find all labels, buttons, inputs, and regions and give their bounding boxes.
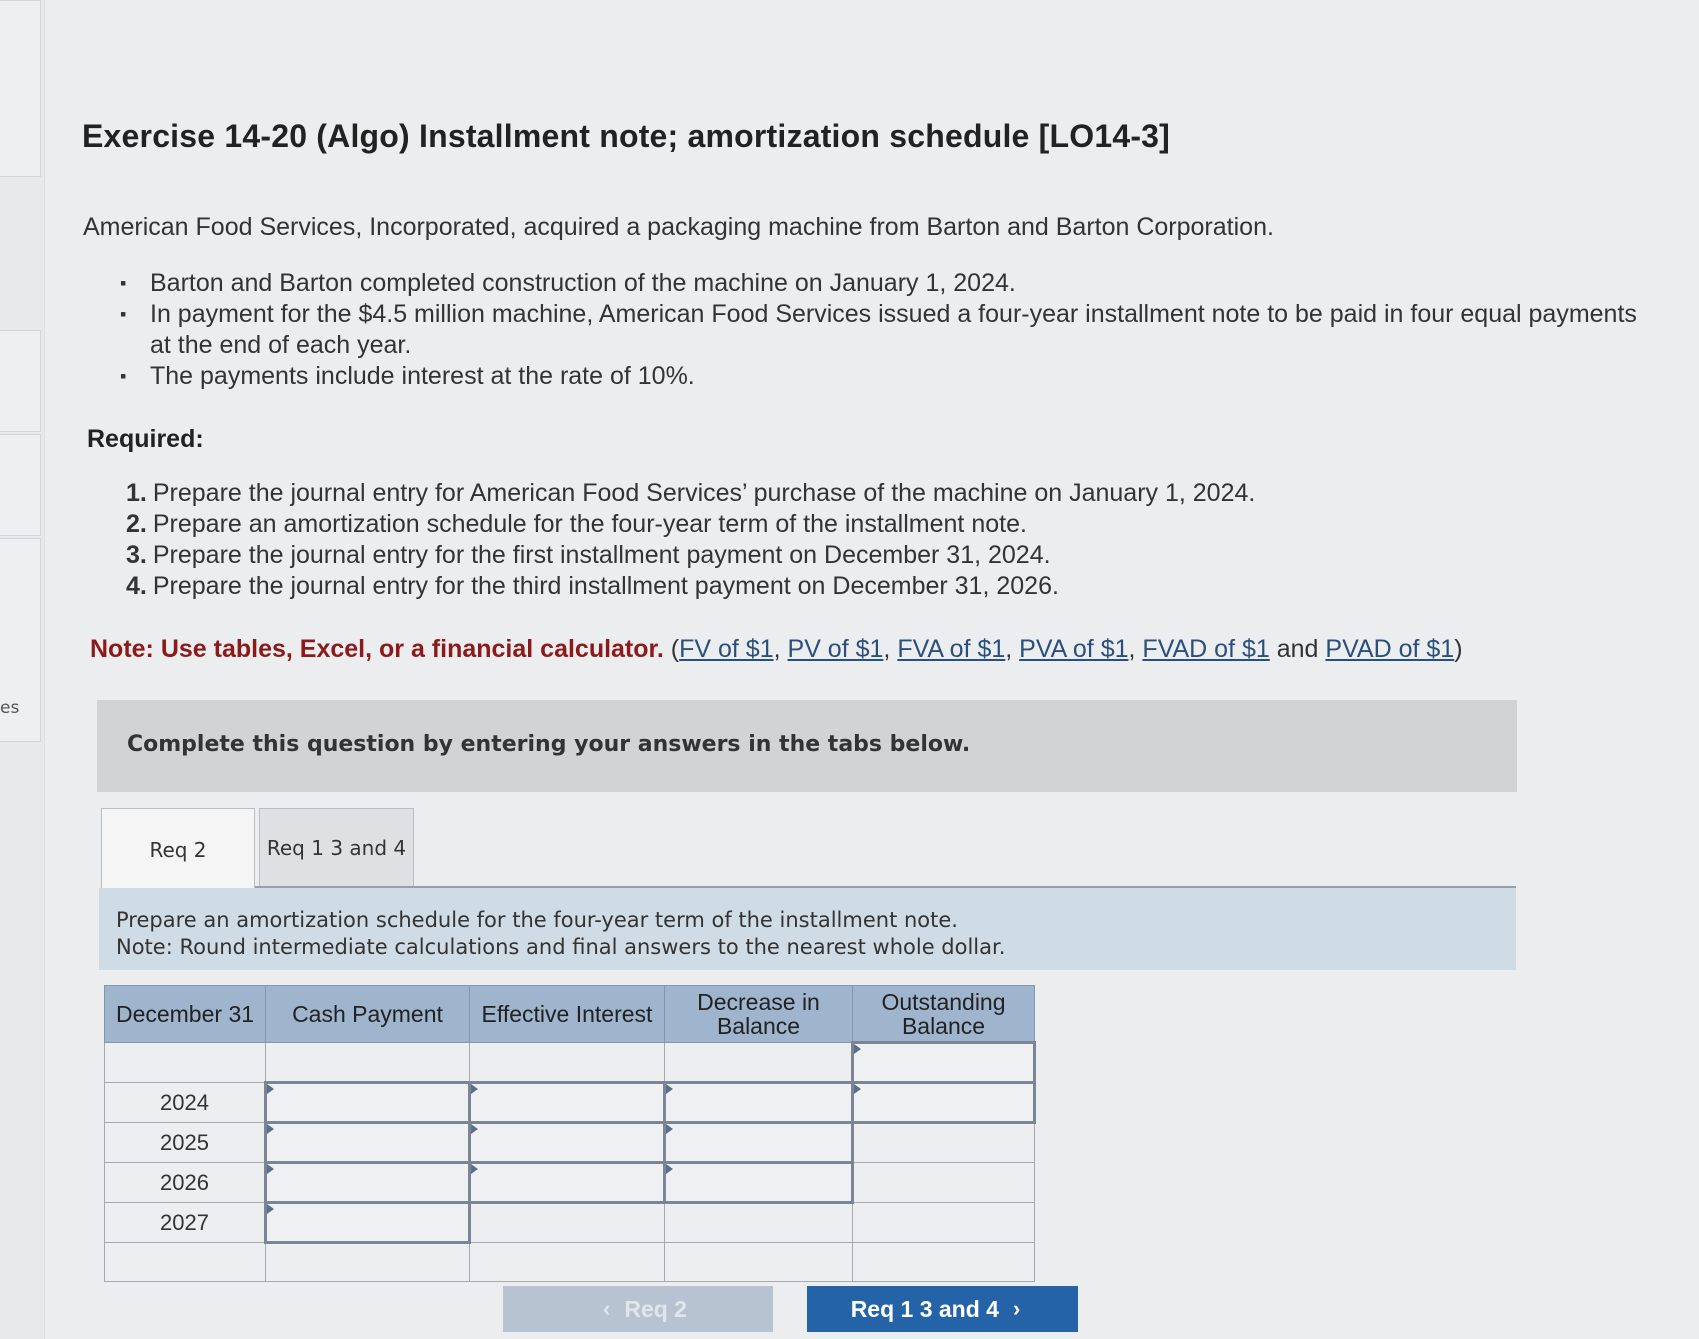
fact-item: ▪ In payment for the $4.5 million machine, American Food Services issued a four-year installment note to be paid in four equal payments at the end of each year. bbox=[118, 299, 1638, 361]
tab-label: Req 2 bbox=[149, 837, 207, 862]
link-fva-table[interactable]: FVA of $1 bbox=[897, 635, 1006, 663]
table-header-row bbox=[105, 986, 1035, 1043]
instruction-text: Complete this question by entering your answers in the tabs below. bbox=[127, 732, 971, 757]
link-pvad-table[interactable]: PVAD of $1 bbox=[1325, 635, 1455, 663]
amortization-table bbox=[104, 985, 1036, 1282]
table-cell bbox=[665, 1203, 853, 1243]
sidebar-panel-top bbox=[0, 0, 41, 177]
facts-list bbox=[118, 268, 1638, 392]
col-header-decrease-in-balance: Decrease in Balance bbox=[665, 986, 853, 1043]
requirement-text: Prepare an amortization schedule for the four-year term of the installment note. bbox=[152, 510, 1027, 538]
instruction-banner bbox=[97, 700, 1517, 792]
decrease-in-balance-input[interactable] bbox=[665, 1123, 853, 1163]
cash-payment-input[interactable] bbox=[266, 1203, 470, 1243]
note-separator: , bbox=[883, 635, 898, 663]
sidebar-panel-mid2 bbox=[0, 434, 41, 536]
table-cell bbox=[853, 1123, 1035, 1163]
table-cell bbox=[665, 1043, 853, 1083]
tab-req-1-3-and-4[interactable] bbox=[259, 808, 414, 888]
col-header-december-31: December 31 bbox=[105, 986, 266, 1043]
prompt-note: Note: Round intermediate calculations and final answers to the nearest whole dollar. bbox=[116, 935, 1006, 959]
note-and: and bbox=[1269, 635, 1326, 663]
decrease-in-balance-input[interactable] bbox=[665, 1083, 853, 1123]
prev-tab-button[interactable] bbox=[503, 1286, 773, 1332]
calculator-note bbox=[90, 635, 1463, 664]
fact-item: ▪ The payments include interest at the rate of 10%. bbox=[118, 361, 1638, 392]
outstanding-balance-input[interactable] bbox=[853, 1043, 1035, 1083]
table-cell bbox=[470, 1043, 665, 1083]
table-row-initial bbox=[105, 1043, 1035, 1083]
requirement-text: Prepare the journal entry for the first installment payment on December 31, 2024. bbox=[152, 541, 1051, 569]
requirement-item bbox=[126, 478, 1255, 509]
table-row bbox=[105, 1163, 1035, 1203]
year-cell: 2025 bbox=[105, 1123, 266, 1163]
requirement-number: 1. bbox=[126, 479, 147, 507]
table-cell bbox=[853, 1163, 1035, 1203]
table-cell bbox=[266, 1043, 470, 1083]
tab-req-2[interactable] bbox=[101, 808, 255, 890]
link-fv-table[interactable]: FV of $1 bbox=[679, 635, 774, 663]
link-pva-table[interactable]: PVA of $1 bbox=[1019, 635, 1129, 663]
col-header-outstanding-balance: Outstanding Balance bbox=[853, 986, 1035, 1043]
chevron-left-icon: ‹ bbox=[603, 1296, 611, 1321]
effective-interest-input[interactable] bbox=[470, 1163, 665, 1203]
requirement-item bbox=[126, 540, 1255, 571]
table-cell bbox=[105, 1043, 266, 1083]
next-tab-button[interactable] bbox=[807, 1286, 1078, 1332]
col-header-effective-interest: Effective Interest bbox=[470, 986, 665, 1043]
table-cell bbox=[853, 1203, 1035, 1243]
chevron-right-icon: › bbox=[1012, 1296, 1021, 1321]
table-row bbox=[105, 1083, 1035, 1123]
sidebar-panel-mid bbox=[0, 330, 41, 432]
requirement-number: 2. bbox=[126, 510, 147, 538]
next-tab-label: Req 1 3 and 4 bbox=[850, 1295, 999, 1322]
table-row-total bbox=[105, 1243, 1035, 1282]
prompt-line: Prepare an amortization schedule for the four-year term of the installment note. bbox=[116, 908, 958, 932]
fact-item: ▪ Barton and Barton completed construction of the machine on January 1, 2024. bbox=[118, 268, 1638, 299]
table-cell bbox=[853, 1243, 1035, 1282]
sidebar-text-fragment: es bbox=[0, 698, 20, 718]
question-prompt bbox=[99, 888, 1516, 970]
table-row bbox=[105, 1123, 1035, 1163]
year-cell: 2027 bbox=[105, 1203, 266, 1243]
table-cell bbox=[665, 1243, 853, 1282]
note-close-paren: ) bbox=[1454, 635, 1463, 663]
link-fvad-table[interactable]: FVAD of $1 bbox=[1142, 635, 1270, 663]
cash-payment-input[interactable] bbox=[266, 1083, 470, 1123]
prev-tab-label: Req 2 bbox=[624, 1295, 687, 1322]
cash-payment-input[interactable] bbox=[266, 1163, 470, 1203]
cash-payment-input[interactable] bbox=[266, 1123, 470, 1163]
exercise-title: Exercise 14-20 (Algo) Installment note; amortization schedule [LO14-3] bbox=[82, 118, 1171, 154]
table-cell bbox=[105, 1243, 266, 1282]
requirement-item bbox=[126, 509, 1255, 540]
table-row bbox=[105, 1203, 1035, 1243]
decrease-in-balance-input[interactable] bbox=[665, 1163, 853, 1203]
table-cell bbox=[266, 1243, 470, 1282]
outstanding-balance-input[interactable] bbox=[853, 1083, 1035, 1123]
year-cell: 2024 bbox=[105, 1083, 266, 1123]
requirement-text: Prepare the journal entry for American Food Services’ purchase of the machine on January 1, 2024. bbox=[152, 479, 1256, 507]
requirement-item bbox=[126, 571, 1255, 602]
requirement-number: 3. bbox=[126, 541, 147, 569]
note-separator: , bbox=[773, 635, 788, 663]
table-cell bbox=[470, 1243, 665, 1282]
requirement-text: Prepare the journal entry for the third installment payment on December 31, 2026. bbox=[152, 572, 1059, 600]
requirement-number: 4. bbox=[126, 572, 147, 600]
note-separator: , bbox=[1128, 635, 1143, 663]
effective-interest-input[interactable] bbox=[470, 1083, 665, 1123]
table-cell bbox=[470, 1203, 665, 1243]
required-heading: Required: bbox=[87, 425, 204, 453]
note-separator: , bbox=[1005, 635, 1020, 663]
exercise-intro: American Food Services, Incorporated, acquired a packaging machine from Barton and Barton Corporation. bbox=[83, 213, 1274, 241]
col-header-cash-payment: Cash Payment bbox=[266, 986, 470, 1043]
requirements-list bbox=[126, 478, 1255, 602]
note-open-paren: ( bbox=[670, 635, 680, 663]
note-lead: Note: Use tables, Excel, or a financial calculator. bbox=[90, 635, 664, 663]
year-cell: 2026 bbox=[105, 1163, 266, 1203]
link-pv-table[interactable]: PV of $1 bbox=[787, 635, 884, 663]
effective-interest-input[interactable] bbox=[470, 1123, 665, 1163]
tab-label: Req 1 3 and 4 bbox=[266, 836, 407, 860]
